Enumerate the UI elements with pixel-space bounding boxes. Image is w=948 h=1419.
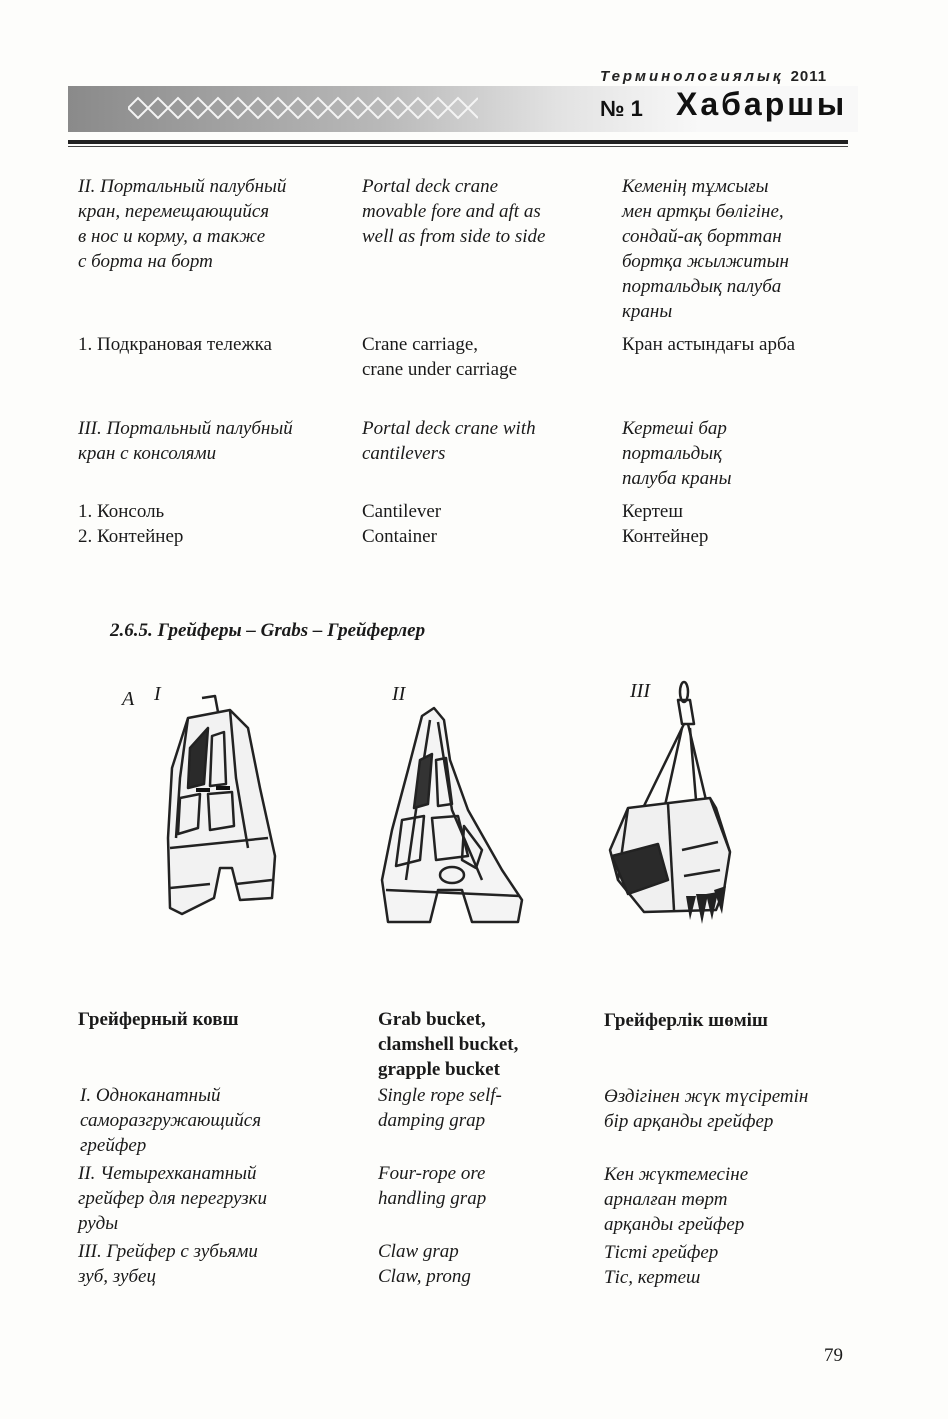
figure-label-1: I [154, 683, 161, 705]
figure-label-3: III [630, 680, 650, 702]
term-kz: Грейферлік шөміш [604, 1010, 768, 1031]
entry-en: Crane carriage, crane under carriage [362, 334, 518, 380]
entry-ru: II. Четырехканатный грейфер для перегрузки руды [78, 1163, 268, 1234]
entry-kz: Кертеш Контейнер [622, 501, 709, 547]
journal-name: Терминологиялық [600, 68, 784, 85]
journal-title [600, 68, 827, 85]
entry-ru: III. Портальный палубный кран с консолями [78, 418, 293, 464]
journal-heading: Хабаршы [676, 86, 848, 122]
entry-ru: I. Одноканатный саморазгружающийся грейфер [80, 1085, 262, 1156]
section-title: 2.6.5. Грейферы – Grabs – Грейферлер [110, 620, 426, 641]
entry-ru: 1. Консоль 2. Контейнер [78, 501, 184, 547]
figure-label-2: II [392, 683, 406, 705]
term-en: Grab bucket, clamshell bucket, grapple bucket [378, 1009, 519, 1080]
entry-ru: 1. Подкрановая тележка [78, 334, 272, 355]
entry-kz: Тісті грейфер Тіс, кертеш [604, 1242, 719, 1288]
entry-en: Four-rope ore handling grap [378, 1163, 487, 1209]
term-ru: Грейферный ковш [78, 1009, 239, 1030]
entry-en: Cantilever Container [362, 501, 442, 547]
claw-grab-illustration [598, 680, 758, 930]
entry-ru: II. Портальный палубный кран, перемещающийся в нос и корму, а также с борта на борт [78, 176, 287, 272]
journal-year: 2011 [790, 68, 828, 85]
page-number: 79 [824, 1345, 843, 1366]
grab-bucket-single-rope-illustration [140, 688, 290, 928]
entry-en: Portal deck crane movable fore and aft as well as from side to side [362, 176, 546, 247]
figure-label-a: A [122, 688, 135, 710]
entry-ru: III. Грейфер с зубьями зуб, зубец [78, 1241, 258, 1287]
entry-en: Single rope self- damping grap [378, 1085, 502, 1131]
header-rule [68, 140, 848, 144]
entry-en: Claw grap Claw, prong [378, 1241, 471, 1287]
entry-kz: Өздігінен жүк түсіретін бір арқанды грейфер [604, 1086, 809, 1132]
ornament-pattern [128, 92, 478, 124]
entry-en: Portal deck crane with cantilevers [362, 418, 536, 464]
entry-kz: Кеменің тұмсығы мен артқы бөлігіне, сондай-ақ борттан бортқа жылжитын портальдық палуба краны [622, 176, 789, 322]
entry-kz: Кран астындағы арба [622, 334, 796, 355]
header-rule-thin [68, 146, 848, 147]
entry-kz: Кен жүктемесіне арналған төрт арқанды грейфер [604, 1164, 749, 1235]
entry-kz: Кертеші бар портальдық палуба краны [622, 418, 732, 489]
issue-number: № 1 [600, 96, 643, 121]
grab-bucket-four-rope-illustration [372, 700, 532, 930]
